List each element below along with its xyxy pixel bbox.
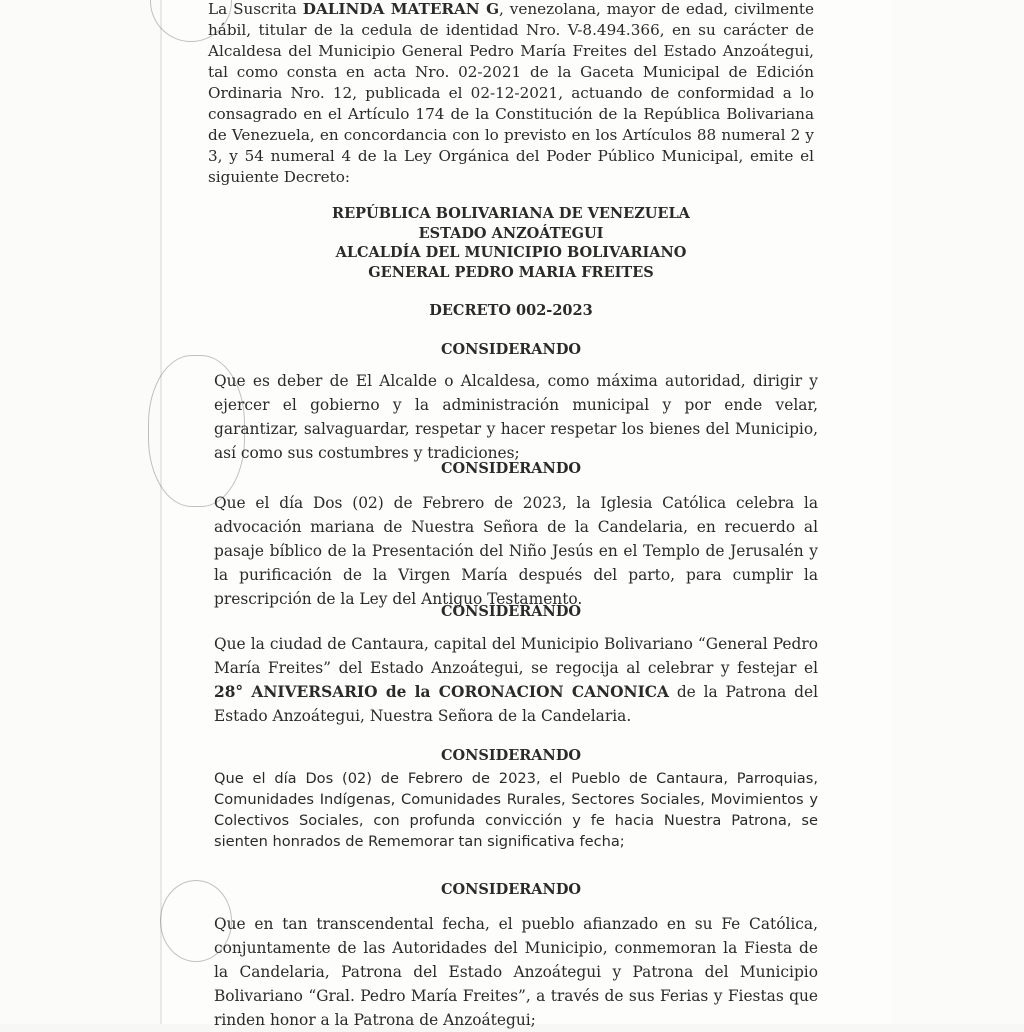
heading-block — [208, 204, 814, 282]
anniversary-bold: 28° ANIVERSARIO de la CORONACION CANONICA — [214, 683, 669, 701]
considerando-heading: CONSIDERANDO — [440, 747, 582, 764]
considerando-heading: CONSIDERANDO — [440, 603, 582, 620]
considerando-heading: CONSIDERANDO — [440, 460, 582, 477]
considerando-5-text: Que en tan transcendental fecha, el pueblo afianzado en su Fe Católica, conjuntamente de las Autoridades del Municipio, conmemoran la Fiesta de la Candelaria, Patrona del Estado Anzoátegui y Patrona del Municipio Bolivariano “Gral. Pedro María Freites”, a través de sus Ferias y Fiestas que rinden honor a la Patrona de Anzoátegui; — [214, 915, 818, 1029]
considerando-4-text: Que el día Dos (02) de Febrero de 2023, el Pueblo de Cantaura, Parroquias, Comunidades Indígenas, Comunidades Rurales, Sectores Sociales, Movimientos y Colectivos Sociales, con profunda convicción y fe hacia Nuestra Patrona, se sienten honrados de Rememorar tan significativa fecha; — [214, 770, 818, 850]
heading-municipality: GENERAL PEDRO MARIA FREITES — [368, 263, 654, 281]
signatory-name: DALINDA MATERAN G — [302, 0, 500, 18]
considerando-3-pre: Que la ciudad de Cantaura, capital del Municipio Bolivariano “General Pedro María Freites” del Estado Anzoátegui, se regocija al celebrar y festejar el — [214, 635, 818, 677]
considerando-heading: CONSIDERANDO — [440, 881, 582, 898]
intro-pre: La Suscrita — [208, 0, 303, 18]
page-edge — [160, 0, 162, 1024]
considerando-heading: CONSIDERANDO — [440, 341, 582, 358]
considerando-3-text — [214, 632, 818, 728]
heading-state: ESTADO ANZOÁTEGUI — [418, 224, 604, 242]
considerando-1-text: Que es deber de El Alcalde o Alcaldesa, como máxima autoridad, dirigir y ejercer el gobierno y la administración municipal y por ende velar, garantizar, salvaguardar, respetar y hacer respetar los bienes del Municipio, así como sus costumbres y tradiciones; — [214, 372, 818, 462]
intro-paragraph — [208, 0, 814, 188]
heading-republic: REPÚBLICA BOLIVARIANA DE VENEZUELA — [332, 205, 690, 222]
heading-alcaldia: ALCALDÍA DEL MUNICIPIO BOLIVARIANO — [335, 244, 687, 261]
decree-number: DECRETO 002-2023 — [429, 302, 593, 319]
considerando-2-text: Que el día Dos (02) de Febrero de 2023, la Iglesia Católica celebra la advocación mariana de Nuestra Señora de la Candelaria, en recuerdo al pasaje bíblico de la Presentación del Niño Jesús en el Templo de Jerusalén y la purificación de la Virgen María después del parto, para cumplir la prescripción de la Ley del Antiguo Testamento. — [214, 494, 818, 608]
considerando-3-post: de la Patrona del Estado Anzoátegui, Nuestra Señora de la Candelaria. — [214, 683, 818, 725]
intro-post: , venezolana, mayor de edad, civilmente hábil, titular de la cedula de identidad Nro. V-8.494.366, en su carácter de Alcaldesa del Municipio General Pedro María Freites del Estado Anzoátegui, tal como consta en acta Nro. 02-2021 de la Gaceta Municipal de Edición Ordinaria Nro. 12, publicada el 02-12-2021, actuando de conformidad a lo consagrado en el Artículo 174 de la Constitución de la República Bolivariana de Venezuela, en concordancia con lo previsto en los Artículos 88 numeral 2 y 3, y 54 numeral 4 de la Ley Orgánica del Poder Público Municipal, emite el siguiente Decreto: — [208, 0, 814, 186]
